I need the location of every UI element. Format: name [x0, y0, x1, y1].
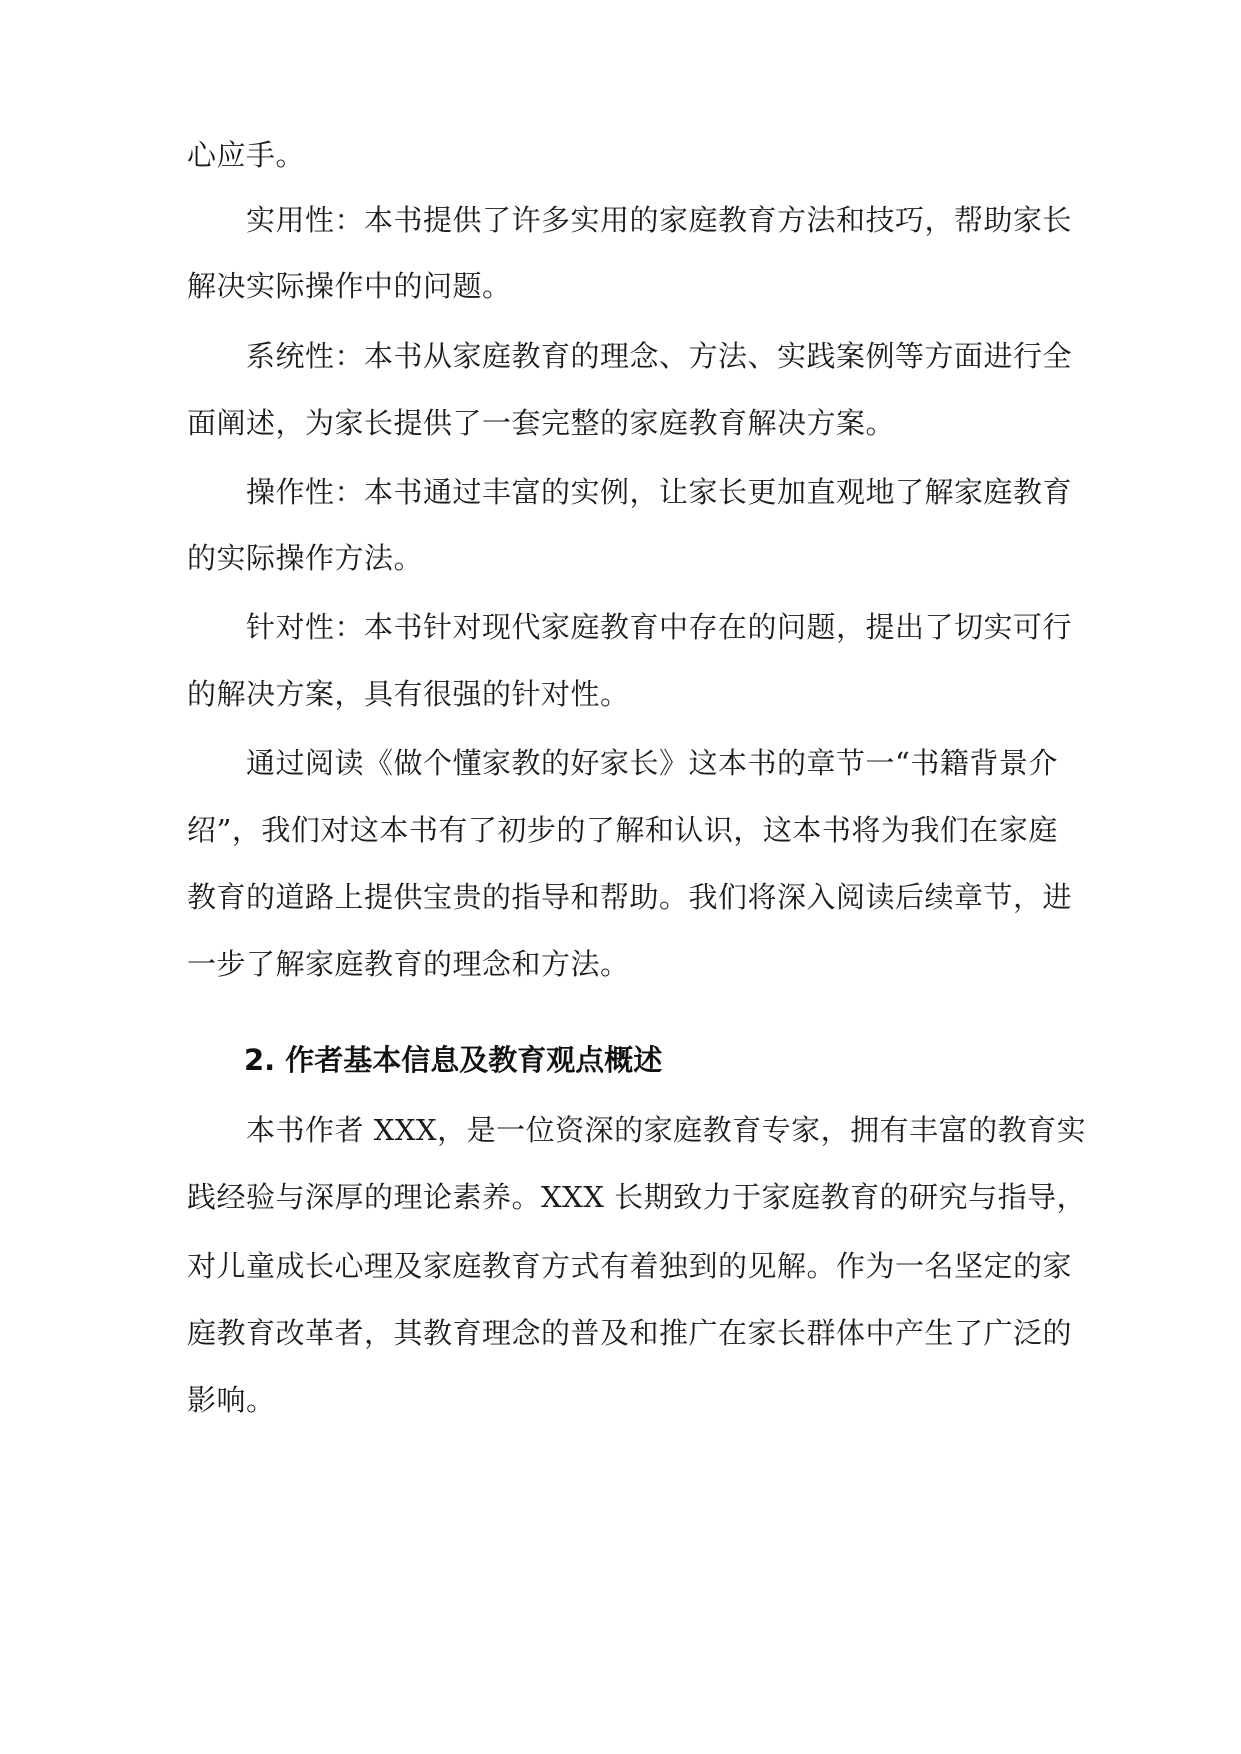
paragraph-line: 庭教育改革者，其教育理念的普及和推广在家长群体中产生了广泛的: [187, 1316, 1073, 1350]
paragraph-line: 对儿童成长心理及家庭教育方式有着独到的见解。作为一名坚定的家: [187, 1249, 1073, 1283]
paragraph-line: 操作性：本书通过丰富的实例，让家长更加直观地了解家庭教育: [246, 475, 1073, 509]
paragraph-line: 面阐述，为家长提供了一套完整的家庭教育解决方案。: [187, 406, 896, 440]
paragraph-line: 一步了解家庭教育的理念和方法。: [187, 947, 630, 981]
paragraph-line: 系统性：本书从家庭教育的理念、方法、实践案例等方面进行全: [246, 339, 1073, 373]
paragraph-line: 解决实际操作中的问题。: [187, 269, 512, 303]
paragraph-line: 绍”，我们对这本书有了初步的了解和认识，这本书将为我们在家庭: [187, 813, 1058, 847]
paragraph-line: 影响。: [187, 1383, 276, 1417]
paragraph-line: 的解决方案，具有很强的针对性。: [187, 677, 630, 711]
paragraph-line: 实用性：本书提供了许多实用的家庭教育方法和技巧，帮助家长: [246, 203, 1073, 237]
paragraph-line: 践经验与深厚的理论素养。XXX 长期致力于家庭教育的研究与指导，: [187, 1180, 1087, 1214]
section-heading: 2. 作者基本信息及教育观点概述: [244, 1043, 663, 1077]
paragraph-continuation-line: 心应手。: [187, 138, 306, 172]
paragraph-line: 的实际操作方法。: [187, 541, 424, 575]
paragraph-line: 教育的道路上提供宝贵的指导和帮助。我们将深入阅读后续章节，进: [187, 880, 1073, 914]
paragraph-line: 本书作者 XXX，是一位资深的家庭教育专家，拥有丰富的教育实: [246, 1113, 1087, 1147]
paragraph-line: 通过阅读《做个懂家教的好家长》这本书的章节一“书籍背景介: [246, 746, 1058, 780]
paragraph-line: 针对性：本书针对现代家庭教育中存在的问题，提出了切实可行: [246, 610, 1073, 644]
